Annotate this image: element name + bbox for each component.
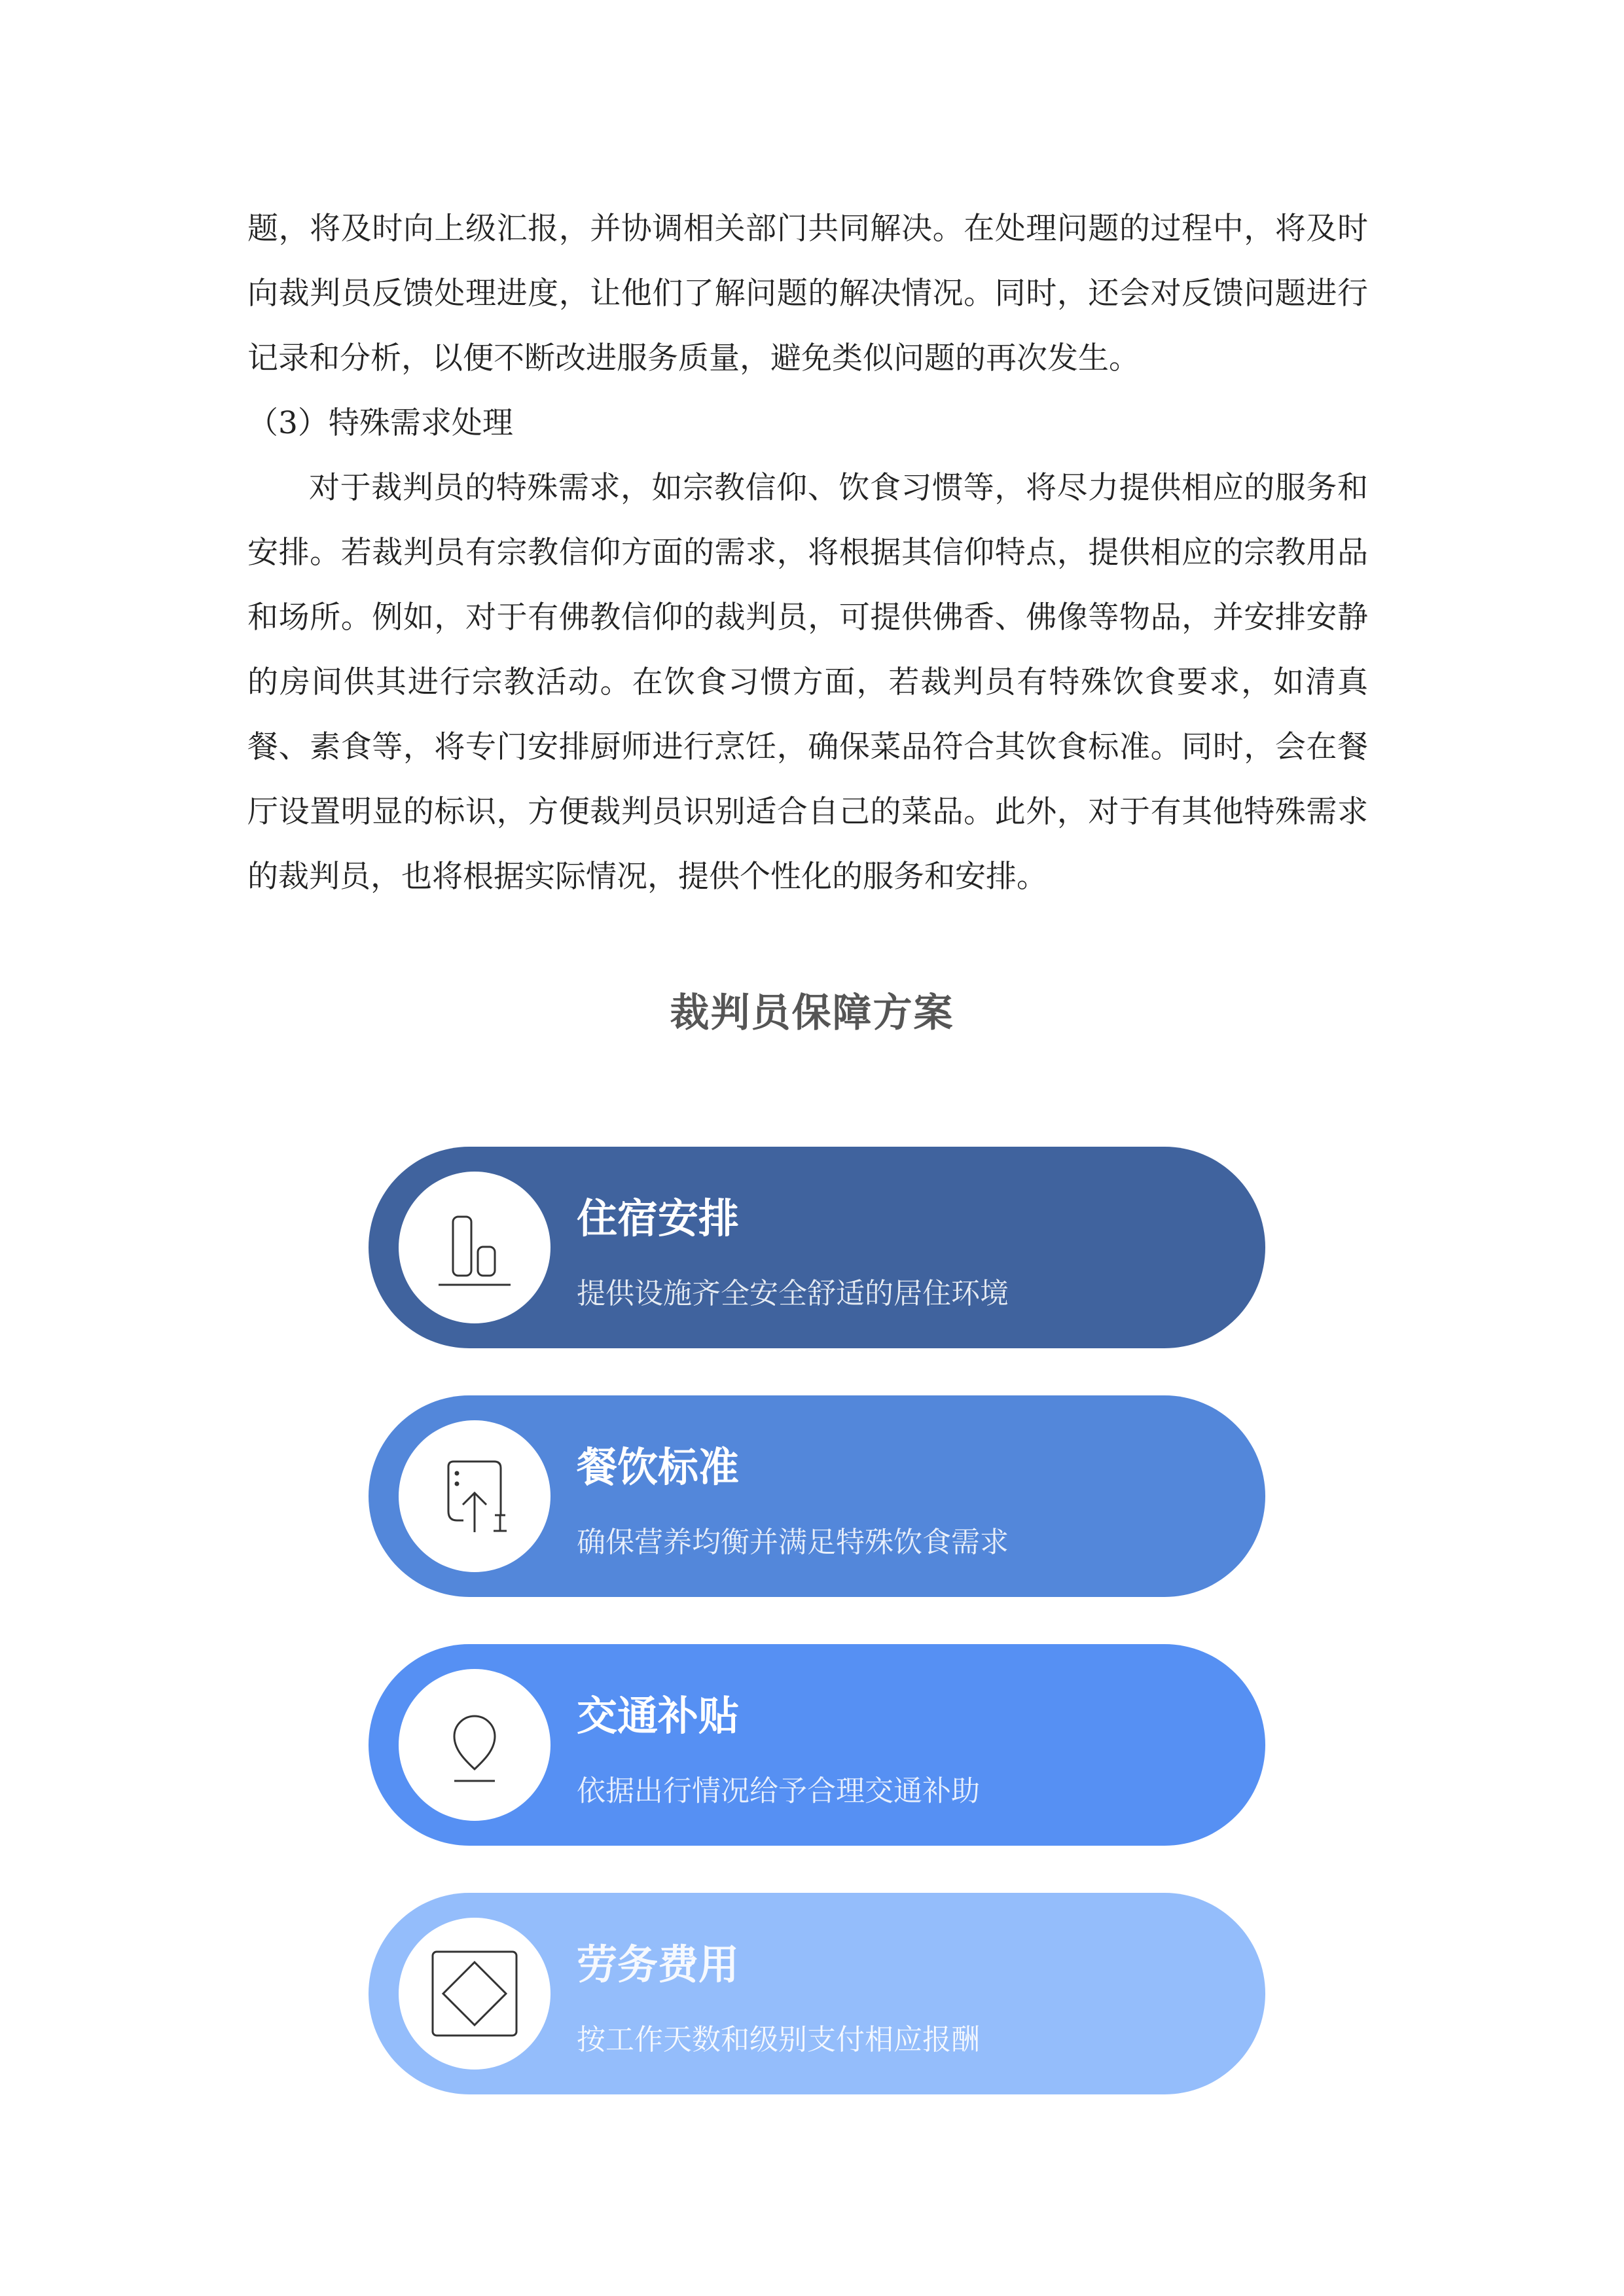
body-text <box>247 196 1368 909</box>
card-description: 按工作天数和级别支付相应报酬 <box>577 2023 980 2056</box>
card-accommodation <box>369 1147 1265 1348</box>
diagram-title: 裁判员保障方案 <box>670 990 954 1036</box>
location-pin-icon <box>425 1696 524 1794</box>
card-description: 提供设施齐全安全舒适的居住环境 <box>577 1277 1009 1310</box>
card-transport <box>369 1644 1265 1846</box>
section-heading: （3）特殊需求处理 <box>247 405 513 441</box>
icon-circle <box>399 1918 550 2070</box>
paragraph: 题，将及时向上级汇报，并协调相关部门共同解决。在处理问题的过程中，将及时向裁判员反馈处理进度，让他们了解问题的解决情况。同时，还会对反馈问题进行记录和分析，以便不断改进服务质量，避免类似问题的再次发生。 <box>247 211 1368 376</box>
bar-chart-icon <box>425 1198 524 1297</box>
card-catering <box>369 1395 1265 1597</box>
card-labor-fee <box>369 1893 1265 2094</box>
icon-circle <box>399 1172 550 1323</box>
icon-circle <box>399 1669 550 1821</box>
card-description: 确保营养均衡并满足特殊饮食需求 <box>577 1526 1009 1559</box>
card-description: 依据出行情况给予合理交通补助 <box>577 1774 980 1808</box>
paragraph: 对于裁判员的特殊需求，如宗教信仰、饮食习惯等，将尽力提供相应的服务和安排。若裁判员有宗教信仰方面的需求，将根据其信仰特点，提供相应的宗教用品和场所。例如，对于有佛教信仰的裁判员，可提供佛香、佛像等物品，并安排安静的房间供其进行宗教活动。在饮食习惯方面，若裁判员有特殊饮食要求，如清真餐、素食等，将专门安排厨师进行烹饪，确保菜品符合其饮食标准。同时，会在餐厅设置明显的标识，方便裁判员识别适合自己的菜品。此外，对于有其他特殊需求的裁判员，也将根据实际情况，提供个性化的服务和安排。 <box>247 470 1368 895</box>
card-title: 餐饮标准 <box>577 1443 740 1491</box>
card-title: 劳务费用 <box>577 1941 740 1988</box>
upload-icon <box>425 1447 524 1545</box>
icon-circle <box>399 1420 550 1572</box>
card-title: 交通补贴 <box>577 1692 740 1740</box>
diamond-icon <box>422 1941 527 2046</box>
card-title: 住宿安排 <box>577 1194 740 1242</box>
